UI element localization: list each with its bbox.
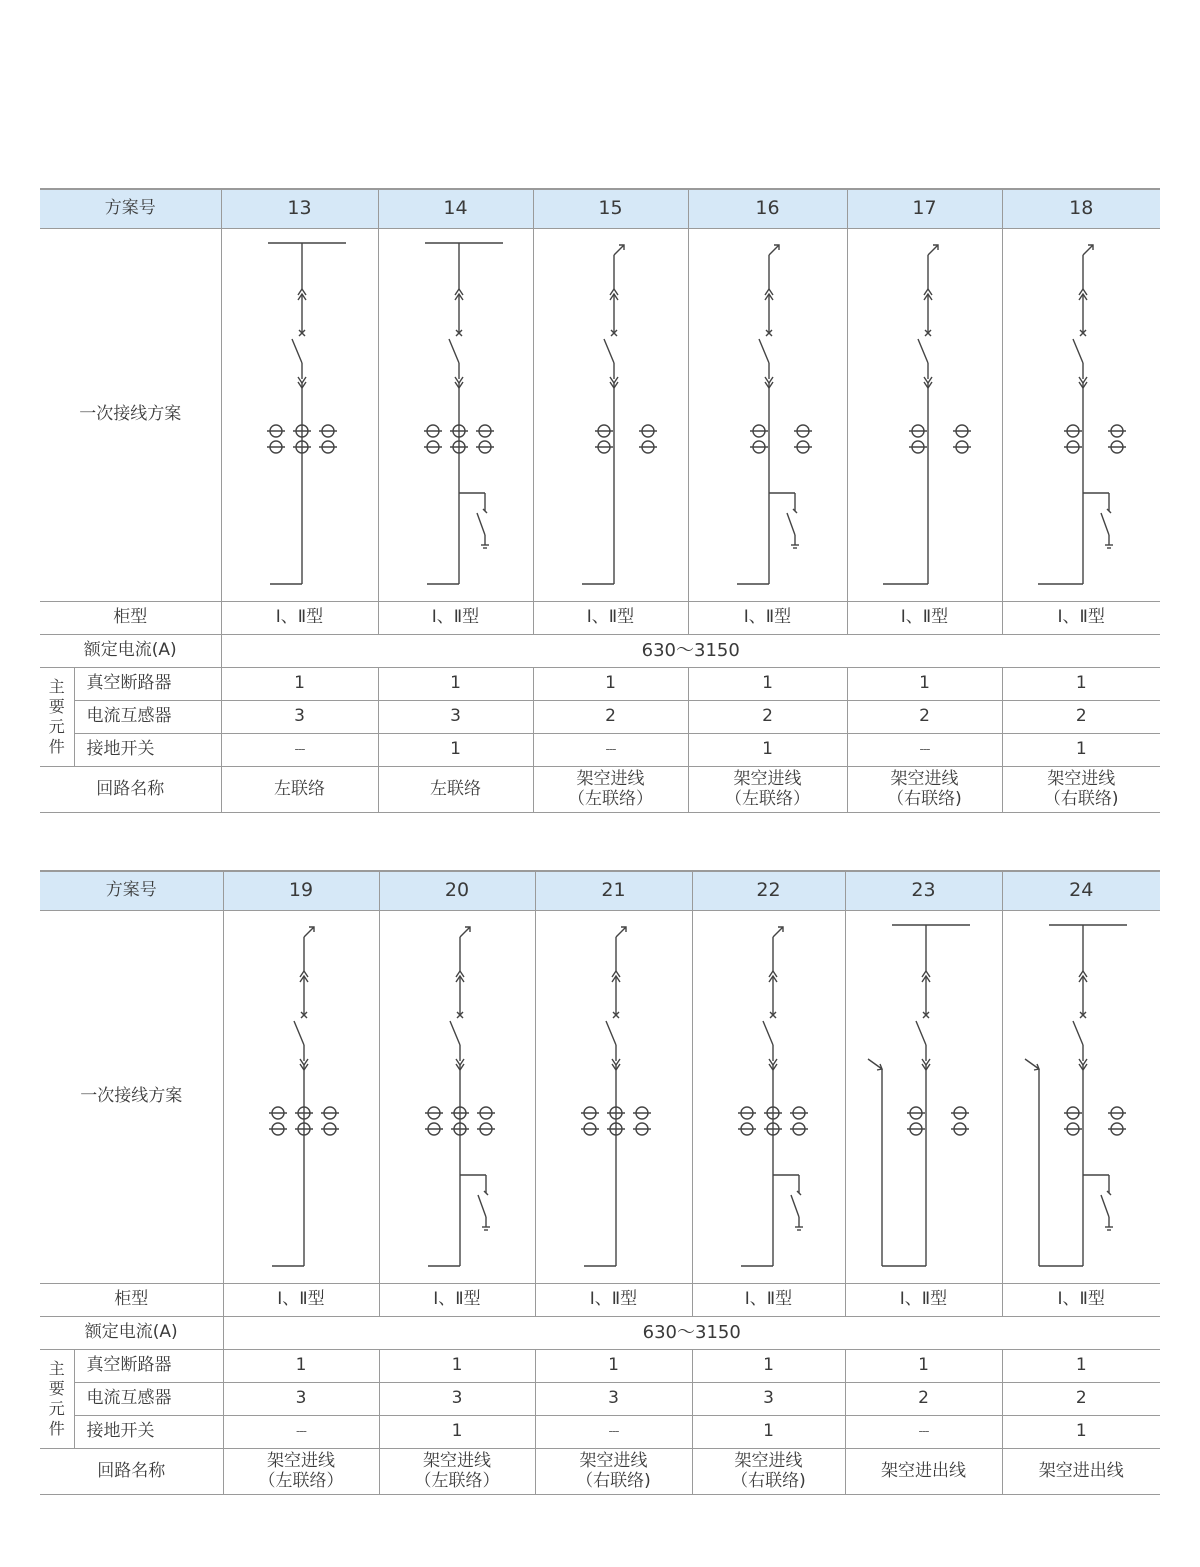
component-value: 1 [1002,1416,1160,1449]
scheme-table-1 [40,190,1160,813]
circuit-name-line: 架空进线 [734,1450,803,1471]
earthing-switch-icon [1101,1195,1109,1217]
single-line-diagram [1025,925,1127,1266]
main-components-label [40,668,74,767]
scheme-table-2 [40,872,1160,1495]
cabinet-type-row [40,602,1160,635]
component-value: 1 [1002,1350,1160,1383]
component-label: 真空断路器 [74,1350,223,1383]
single-line-diagram [424,243,503,584]
component-value: --- [533,734,688,767]
component-value: 2 [845,1383,1002,1416]
cabinet-type: Ⅰ、Ⅱ型 [847,602,1002,635]
component-row [40,1383,1160,1416]
component-value: 1 [535,1350,692,1383]
rated-current-label: 额定电流(A) [40,635,221,668]
component-value: 3 [535,1383,692,1416]
scheme-number: 16 [688,190,847,229]
scheme-number-label: 方案号 [40,190,221,229]
rated-current-value: 630～3150 [223,1317,1160,1350]
wiring-diagram-cell [221,229,378,602]
outgoing-line-arrow-icon [868,1059,882,1069]
circuit-name [692,1449,845,1495]
component-value: 1 [379,1416,535,1449]
component-row [40,734,1160,767]
cabinet-type: Ⅰ、Ⅱ型 [688,602,847,635]
main-components-label [40,1350,74,1449]
circuit-breaker-icon [918,339,928,363]
rated-current-value: 630～3150 [221,635,1160,668]
single-line-diagram [267,243,346,584]
incoming-line-arrow-icon [773,927,783,937]
single-line-diagram [425,927,495,1266]
circuit-name [221,767,378,813]
component-value: --- [845,1416,1002,1449]
component-value: 1 [1002,734,1160,767]
component-value: 3 [379,1383,535,1416]
incoming-line-arrow-icon [616,927,626,937]
component-label: 电流互感器 [74,1383,223,1416]
circuit-breaker-icon [606,1021,616,1045]
scheme-number: 22 [692,872,845,911]
wiring-diagram [848,229,1008,601]
wiring-diagram [846,911,1006,1283]
circuit-name-line: （右联络) [887,788,962,809]
scheme-number: 24 [1002,872,1160,911]
component-row [40,1416,1160,1449]
outgoing-line-arrow-icon [1025,1059,1039,1069]
circuit-breaker-icon [449,339,459,363]
component-label: 接地开关 [74,1416,223,1449]
circuit-name-line: 架空进线 [1047,768,1116,789]
component-value: 2 [688,701,847,734]
component-value: 1 [692,1416,845,1449]
component-value: 1 [1002,668,1160,701]
circuit-name [847,767,1002,813]
component-value: 1 [845,1350,1002,1383]
circuit-name-label: 回路名称 [40,1449,223,1495]
incoming-line-arrow-icon [1083,245,1093,255]
circuit-breaker-icon [1073,339,1083,363]
component-value: 1 [533,668,688,701]
circuit-breaker-icon [450,1021,460,1045]
circuit-name-line: （左联络） [258,1470,344,1491]
single-line-diagram [269,927,339,1266]
diagram-row [40,911,1160,1284]
cabinet-type: Ⅰ、Ⅱ型 [535,1284,692,1317]
diagram-label: 一次接线方案 [40,911,223,1284]
wiring-diagram-cell [688,229,847,602]
incoming-line-arrow-icon [928,245,938,255]
circuit-name-line: 架空进线 [423,1450,491,1471]
scheme-number: 23 [845,872,1002,911]
component-row [40,668,1160,701]
wiring-diagram-cell [223,911,379,1284]
component-value: --- [535,1416,692,1449]
component-value: 1 [221,668,378,701]
circuit-name-row [40,1449,1160,1495]
earthing-switch-icon [791,1195,799,1217]
component-value: 1 [688,668,847,701]
scheme-number: 21 [535,872,692,911]
rated-current-row [40,1317,1160,1350]
component-value: 1 [688,734,847,767]
circuit-name-line: 架空进出线 [1038,1460,1124,1481]
scheme-number: 18 [1002,190,1160,229]
cabinet-type: Ⅰ、Ⅱ型 [378,602,533,635]
wiring-diagram-cell [845,911,1002,1284]
diagram-row [40,229,1160,602]
single-line-diagram [738,927,808,1266]
circuit-breaker-icon [292,339,302,363]
wiring-diagram-cell [535,911,692,1284]
circuit-name [223,1449,379,1495]
wiring-diagram-cell [847,229,1002,602]
circuit-name [845,1449,1002,1495]
incoming-line-arrow-icon [614,245,624,255]
circuit-name-line: （左联络） [414,1470,500,1491]
circuit-name-row [40,767,1160,813]
wiring-diagram-cell [692,911,845,1284]
circuit-name [688,767,847,813]
circuit-name-label: 回路名称 [40,767,221,813]
circuit-breaker-icon [763,1021,773,1045]
single-line-diagram [868,925,970,1266]
component-value: 1 [847,668,1002,701]
cabinet-type: Ⅰ、Ⅱ型 [1002,602,1160,635]
scheme-number: 13 [221,190,378,229]
circuit-name-line: （左联络） [568,788,653,809]
wiring-diagram [689,229,849,601]
component-value: 1 [379,1350,535,1383]
wiring-diagram-cell [379,911,535,1284]
component-label: 电流互感器 [74,701,221,734]
circuit-name-line: 架空进线 [267,1450,335,1471]
component-value: 3 [223,1383,379,1416]
circuit-name-line: 架空进线 [576,768,645,789]
circuit-breaker-icon [294,1021,304,1045]
wiring-diagram-cell [378,229,533,602]
wiring-diagram [224,911,384,1283]
wiring-diagram [222,229,382,601]
single-line-diagram [581,927,651,1266]
cabinet-type: Ⅰ、Ⅱ型 [845,1284,1002,1317]
incoming-line-arrow-icon [769,245,779,255]
earthing-switch-icon [478,1195,486,1217]
header-row [40,872,1160,911]
incoming-line-arrow-icon [304,927,314,937]
scheme-number: 17 [847,190,1002,229]
cabinet-type: Ⅰ、Ⅱ型 [1002,1284,1160,1317]
scheme-number: 20 [379,872,535,911]
circuit-name-line: （右联络) [1043,788,1119,809]
component-value: --- [221,734,378,767]
circuit-name-line: 架空进线 [579,1450,648,1471]
single-line-diagram [737,245,812,584]
component-value: 1 [378,734,533,767]
earthing-switch-icon [477,513,485,535]
cabinet-type: Ⅰ、Ⅱ型 [223,1284,379,1317]
single-line-diagram [1038,245,1126,584]
circuit-name [378,767,533,813]
main-components-text: 主要元件 [48,1359,65,1438]
cabinet-type: Ⅰ、Ⅱ型 [533,602,688,635]
wiring-diagram-cell [1002,229,1160,602]
scheme-number: 14 [378,190,533,229]
scheme-number: 15 [533,190,688,229]
circuit-name [379,1449,535,1495]
component-value: 2 [847,701,1002,734]
rated-current-label: 额定电流(A) [40,1317,223,1350]
wiring-diagram-cell [533,229,688,602]
circuit-name-line: （右联络) [576,1470,651,1491]
circuit-breaker-icon [604,339,614,363]
component-value: 1 [692,1350,845,1383]
component-label: 真空断路器 [74,668,221,701]
component-value: 3 [378,701,533,734]
header-row [40,190,1160,229]
component-value: --- [847,734,1002,767]
circuit-name [1002,767,1160,813]
wiring-diagram [380,911,540,1283]
component-row [40,701,1160,734]
component-value: 2 [533,701,688,734]
wiring-diagram [534,229,694,601]
main-components-text: 主要元件 [48,677,65,756]
circuit-name-line: （左联络） [725,788,810,809]
scheme-number-label: 方案号 [40,872,223,911]
wiring-diagram [379,229,539,601]
diagram-label: 一次接线方案 [40,229,221,602]
incoming-line-arrow-icon [460,927,470,937]
cabinet-type: Ⅰ、Ⅱ型 [379,1284,535,1317]
circuit-name-line: 左联络 [274,778,325,799]
circuit-breaker-icon [916,1021,926,1045]
component-value: 2 [1002,701,1160,734]
earthing-switch-icon [787,513,795,535]
rated-current-row [40,635,1160,668]
cabinet-type-label: 柜型 [40,602,221,635]
circuit-name [533,767,688,813]
component-label: 接地开关 [74,734,221,767]
earthing-switch-icon [1101,513,1109,535]
cabinet-type-row [40,1284,1160,1317]
circuit-name-line: 架空进线 [733,768,802,789]
scheme-number: 19 [223,872,379,911]
circuit-name [1002,1449,1160,1495]
component-value: 1 [378,668,533,701]
circuit-name-line: （右联络) [731,1470,806,1491]
component-value: 1 [223,1350,379,1383]
wiring-diagram [1003,229,1163,601]
component-value: 3 [692,1383,845,1416]
circuit-name-line: 左联络 [430,778,481,799]
component-value: --- [223,1416,379,1449]
wiring-diagram [1003,911,1163,1283]
circuit-name-line: 架空进出线 [881,1460,966,1481]
wiring-diagram [536,911,696,1283]
cabinet-type: Ⅰ、Ⅱ型 [221,602,378,635]
circuit-breaker-icon [1073,1021,1083,1045]
circuit-breaker-icon [759,339,769,363]
single-line-diagram [582,245,657,584]
cabinet-type: Ⅰ、Ⅱ型 [692,1284,845,1317]
component-value: 2 [1002,1383,1160,1416]
wiring-diagram-cell [1002,911,1160,1284]
component-row [40,1350,1160,1383]
circuit-name-line: 架空进线 [890,768,959,789]
circuit-name [535,1449,692,1495]
cabinet-type-label: 柜型 [40,1284,223,1317]
wiring-diagram [693,911,853,1283]
component-value: 3 [221,701,378,734]
single-line-diagram [883,245,971,584]
